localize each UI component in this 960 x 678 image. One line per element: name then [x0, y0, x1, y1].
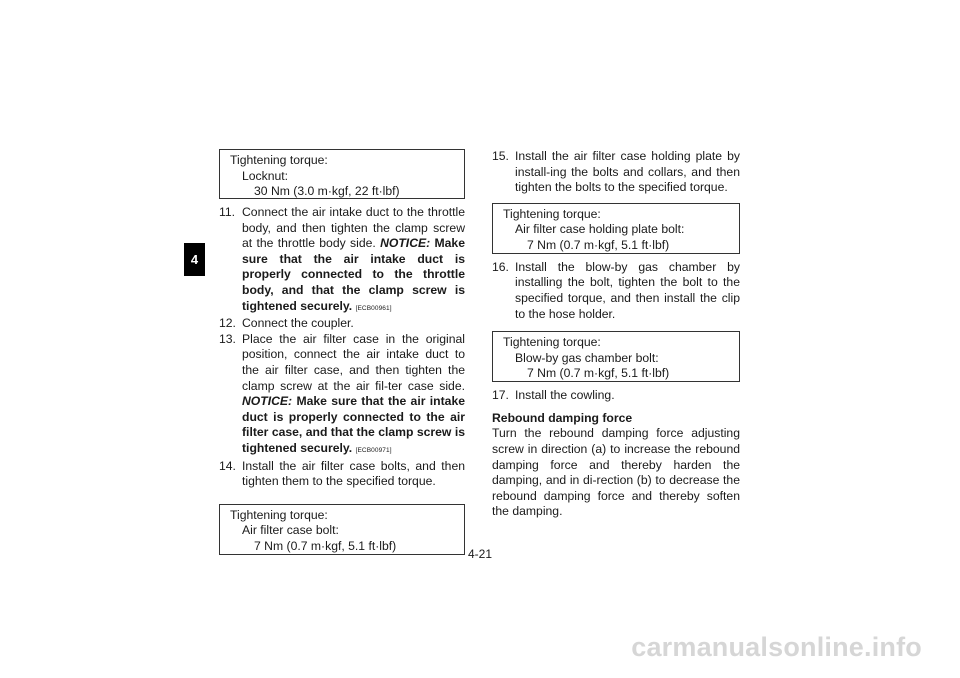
torque-box-blow-by-chamber-bolt: [492, 331, 740, 382]
chapter-tab: [184, 243, 205, 276]
reference-code: [ECB00971]: [355, 446, 392, 454]
step-text: Install the blow-by gas chamber by installing the bolt, tighten the bolt to the specified torque, and then install the clip to the hose holder.: [515, 259, 740, 321]
reference-code: [ECB00961]: [355, 304, 392, 312]
step-text: Connect the coupler.: [242, 316, 354, 331]
step-number: 13.: [219, 331, 236, 346]
torque-box-air-filter-case-bolt: [219, 504, 465, 555]
step-15: [492, 149, 740, 196]
step-text: Install the air filter case bolts, and then tighten them to the specified torque.: [242, 458, 465, 489]
step-text: Place the air filter case in the original position, connect the air intake duct to the air filter case, and then tighten the clamp screw at the air fil-ter case side.: [242, 331, 465, 393]
step-13: [219, 332, 465, 459]
notice-label: NOTICE:: [242, 394, 293, 409]
torque-box-title: Tightening torque:: [503, 206, 601, 221]
notice-label: NOTICE:: [380, 236, 431, 251]
step-number: 17.: [492, 388, 509, 403]
torque-box-item: Air filter case bolt:: [242, 523, 339, 538]
step-16: [492, 260, 740, 322]
torque-box-item: Locknut:: [242, 168, 289, 183]
section-heading: Rebound damping force: [492, 410, 633, 425]
watermark: carmanualsonline.info: [631, 632, 922, 662]
step-number: 15.: [492, 149, 509, 163]
torque-box-title: Tightening torque:: [503, 335, 601, 350]
left-column: [219, 149, 465, 555]
step-12: [219, 316, 465, 332]
step-number: 12.: [219, 316, 236, 331]
step-text: Install the air filter case holding plate by install-ing the bolts and collars, and then tighten the bolts to the specified torque.: [515, 149, 740, 195]
torque-box-value: 7 Nm (0.7 m·kgf, 5.1 ft·lbf): [527, 237, 670, 252]
step-text: Install the cowling.: [515, 388, 615, 403]
step-17: [492, 388, 740, 404]
step-14: [219, 459, 465, 490]
right-column: [492, 149, 740, 520]
notice-text: Make sure that the air intake duct is properly connected to the throttle body, and that the clamp screw is tightened securely.: [242, 236, 465, 313]
torque-box-item: Air filter case holding plate bolt:: [515, 222, 685, 237]
step-number: 16.: [492, 259, 509, 274]
chapter-tab-label: 4: [190, 251, 199, 267]
torque-box-locknut: [219, 149, 465, 199]
torque-box-title: Tightening torque:: [230, 153, 328, 167]
torque-box-title: Tightening torque:: [230, 507, 328, 522]
step-number: 14.: [219, 458, 236, 473]
step-text: Connect the air intake duct to the throttle body, and then tighten the clamp screw at the throttle body side.: [242, 205, 465, 251]
torque-box-item: Blow-by gas chamber bolt:: [515, 350, 659, 365]
page-number: 4-21: [467, 547, 493, 561]
step-number: 11.: [219, 205, 236, 219]
notice-text: Make sure that the air intake duct is properly connected to the air filter case, and that the clamp screw is tightened securely.: [242, 394, 465, 455]
torque-box-value: 30 Nm (3.0 m·kgf, 22 ft·lbf): [254, 184, 400, 199]
torque-box-value: 7 Nm (0.7 m·kgf, 5.1 ft·lbf): [254, 538, 397, 553]
section-paragraph: Turn the rebound damping force adjusting screw in direction (a) to increase the rebound damping force and thereby harden the damping, and in di-rection (b) to decrease the rebound damping force and thereby soften the damping.: [492, 426, 740, 519]
step-11: [219, 205, 465, 316]
torque-box-holding-plate-bolt: [492, 203, 740, 254]
torque-box-value: 7 Nm (0.7 m·kgf, 5.1 ft·lbf): [527, 366, 670, 381]
